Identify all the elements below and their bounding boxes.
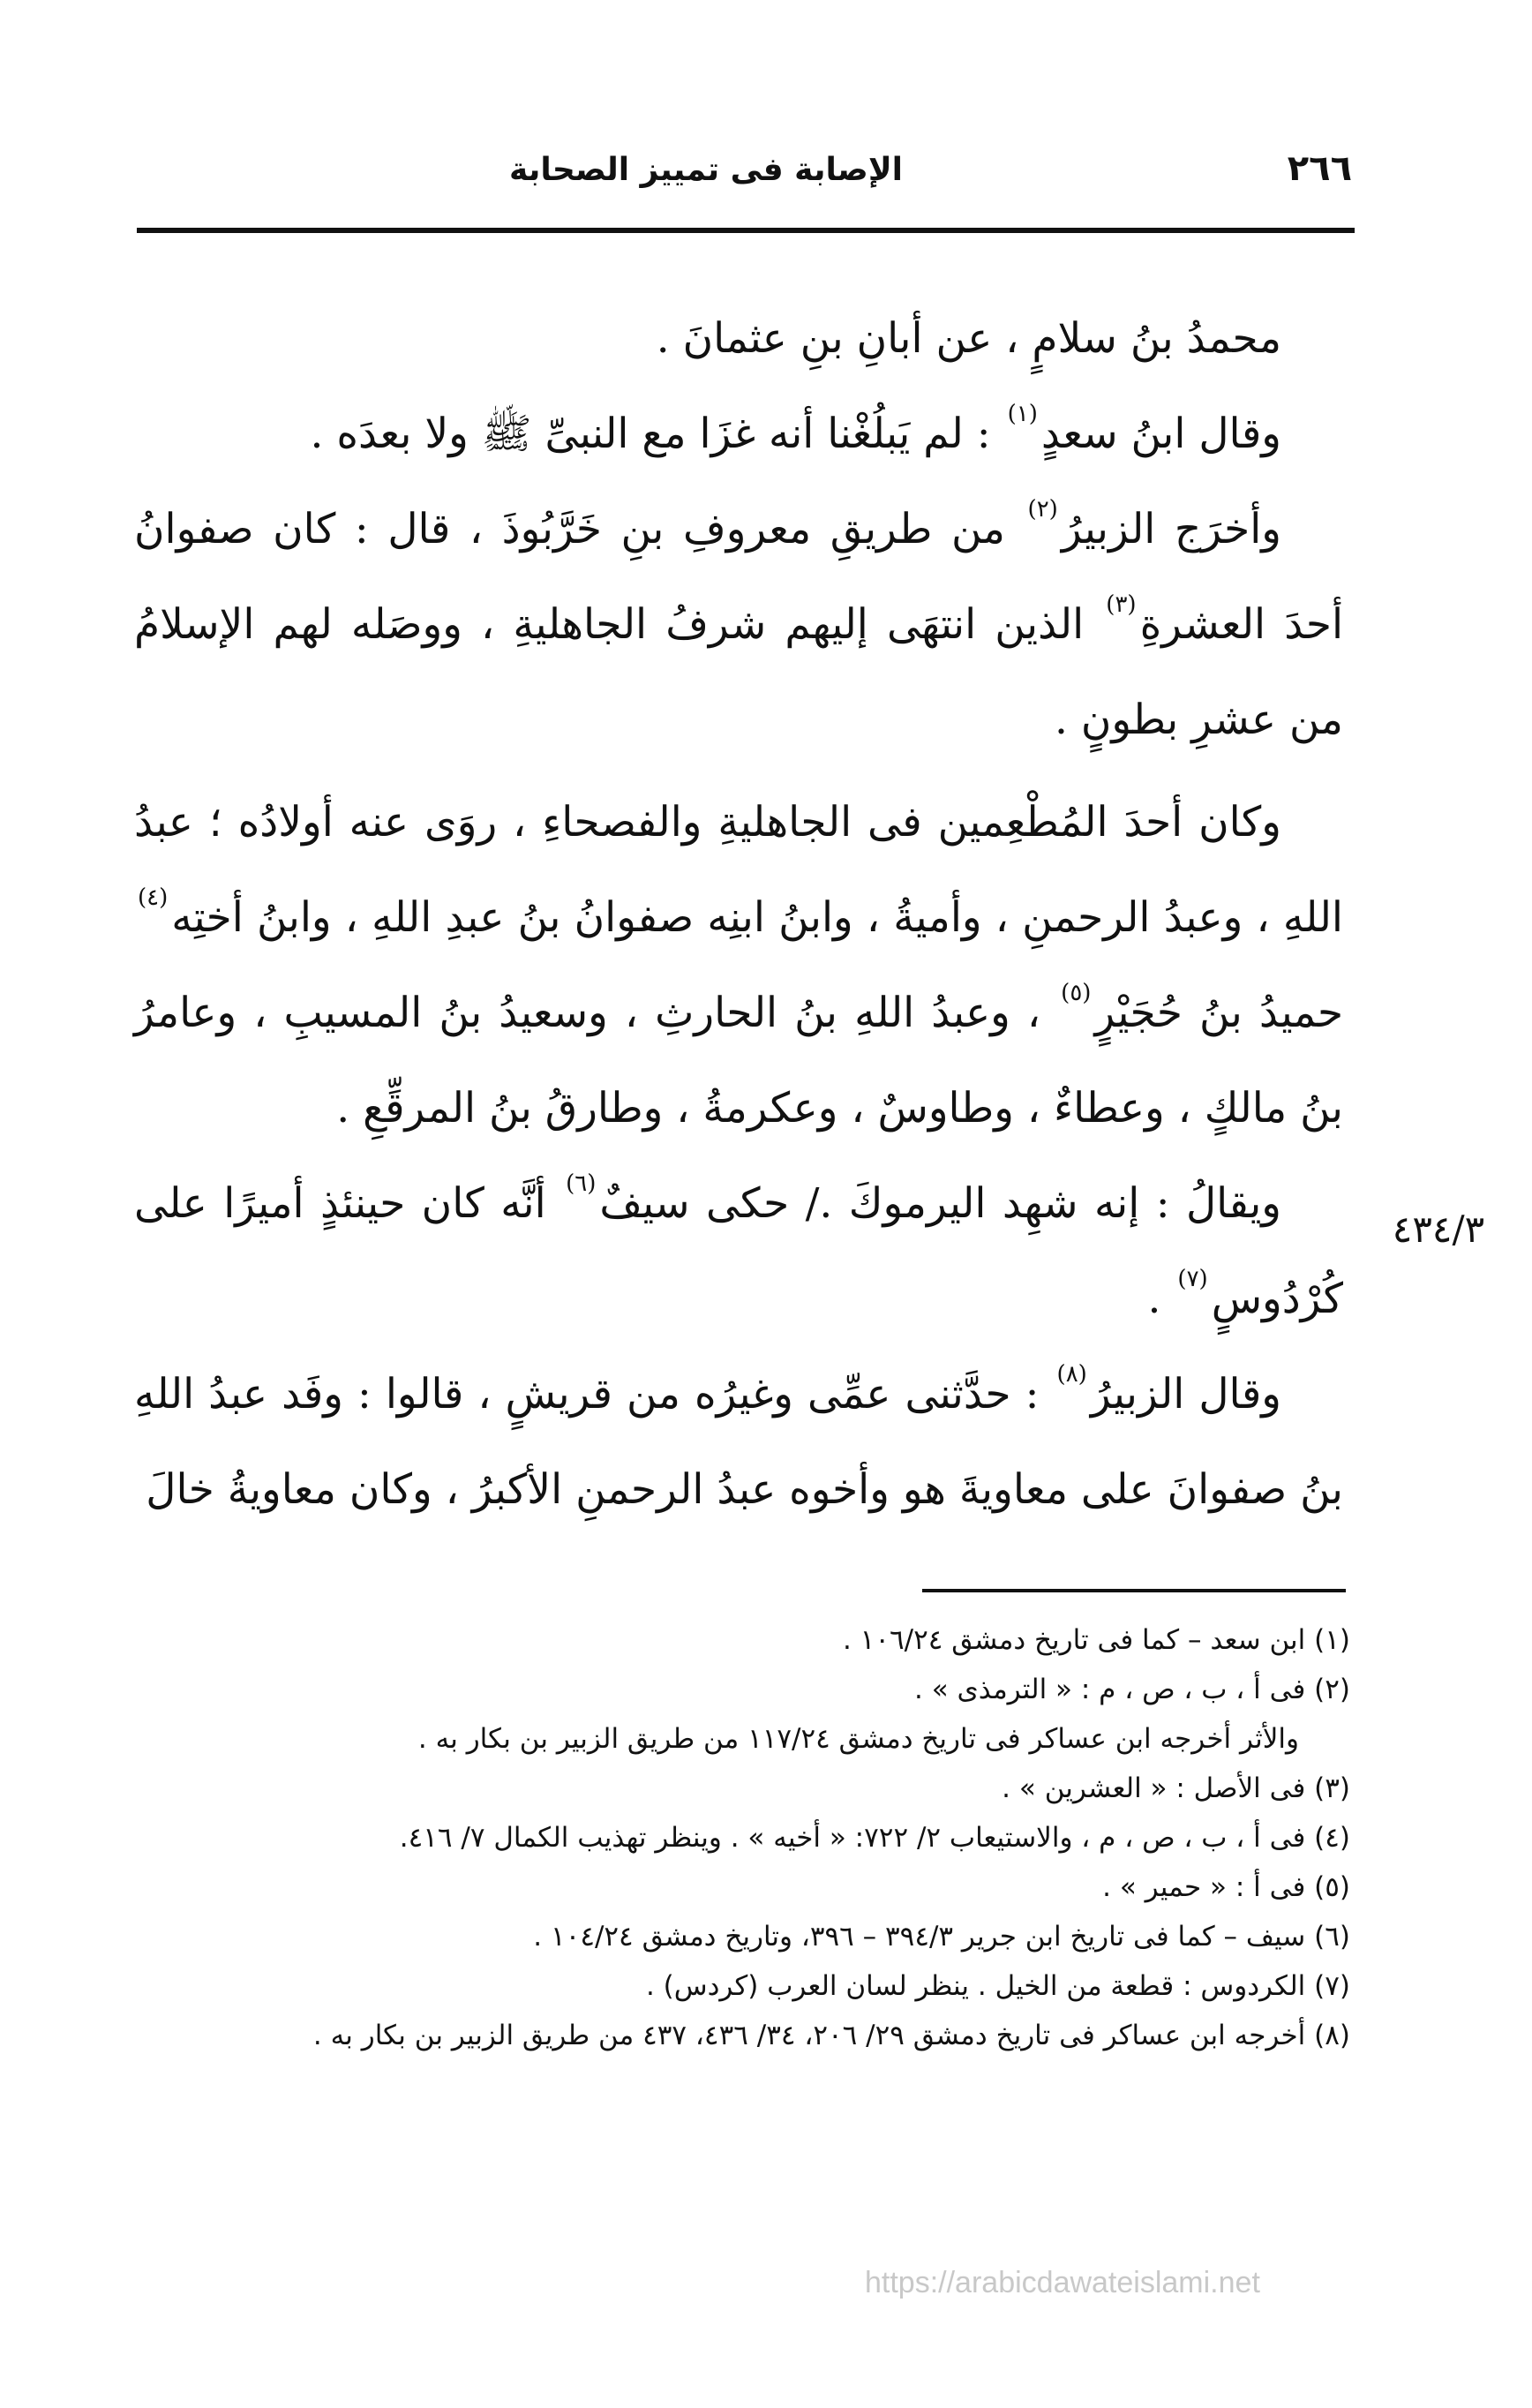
text-run: وكان أحدَ المُطْعِمين فى الجاهليةِ والفصحاءِ ، روَى عنه أولادُه ؛ عبدُ اللهِ ، وعبدُ الرحمنِ ، وأميةُ ، وابنُ ابنِه صفوانُ بنُ عبدِ اللهِ ، وابنُ أختِه xyxy=(134,798,1343,942)
footnote-marker: (٢) xyxy=(1027,496,1058,523)
footnote-3: (٣) فى الأصل : « العشرين » . xyxy=(1002,1772,1350,1804)
footnote-6: (٦) سيف – كما فى تاريخ ابن جرير ٣٩٤/٣ – ٣٩٦، وتاريخ دمشق ١٠٤/٢٤ . xyxy=(533,1921,1350,1953)
footnote-marker: (٨) xyxy=(1056,1361,1087,1388)
footnotes xyxy=(141,1615,1350,2060)
header-rule xyxy=(137,228,1355,233)
text-run: . xyxy=(1147,1275,1175,1323)
margin-reference: ٤٣٤/٣ xyxy=(1392,1208,1485,1251)
footnote-2-continuation: والأثر أخرجه ابن عساكر فى تاريخ دمشق ١١٧/٢٤ من طريق الزبير بن بكار به . xyxy=(417,1723,1299,1755)
page-number: ٢٦٦ xyxy=(1287,148,1352,189)
text-run: : لم يَبلُغْنا أنه غزَا مع النبىِّ ﷺ ولا بعدَه . xyxy=(310,410,1004,458)
footnote-1: (١) ابن سعد – كما فى تاريخ دمشق ١٠٦/٢٤ . xyxy=(842,1624,1350,1656)
footnote-marker: (١) xyxy=(1007,401,1038,427)
footnote-separator xyxy=(922,1589,1346,1592)
running-title: الإصابة فى تمييز الصحابة xyxy=(509,152,903,188)
text-run: ويقالُ : إنه شهِد اليرموكَ ./ حكى سيفٌ xyxy=(599,1179,1281,1228)
footnote-marker: (٥) xyxy=(1061,980,1092,1006)
footnote-marker: (٦) xyxy=(566,1170,597,1197)
paragraph-4 xyxy=(134,775,1343,1156)
text-run: من طريقِ معروفِ بنِ خَرَّبُوذَ ، قال : كان صفوانُ أحدَ العشرةِ xyxy=(134,505,1343,649)
paragraph-5 xyxy=(134,1156,1343,1347)
paragraph-3 xyxy=(134,482,1343,768)
paragraph-1: محمدُ بنُ سلامٍ ، عن أبانِ بنِ عثمانَ . xyxy=(656,314,1281,363)
paragraph-6 xyxy=(134,1347,1343,1538)
text-run: حميدُ بنُ حُجَيْرٍ xyxy=(1094,989,1343,1037)
footnote-marker: (٣) xyxy=(1106,591,1137,618)
watermark-url: https://arabicdawateislami.net xyxy=(865,2266,1260,2299)
text-run: وأخرَج الزبيرُ xyxy=(1061,505,1281,553)
footnote-5: (٥) فى أ : « حمير » . xyxy=(1102,1871,1350,1903)
text-run: أنَّه كان حينئذٍ أميرًا على كُرْدُوسٍ xyxy=(134,1179,1343,1323)
footnote-4: (٤) فى أ ، ب ، ص ، م ، والاستيعاب ٢/ ٧٢٢: « أخيه » . وينظر تهذيب الكمال ٧/ ٤١٦. xyxy=(399,1822,1350,1854)
footnote-7: (٧) الكردوس : قطعة من الخيل . ينظر لسان العرب (كردس) . xyxy=(645,1970,1350,2002)
main-text xyxy=(134,291,1343,1538)
paragraph-2 xyxy=(134,387,1343,482)
text-run: الذين انتهَى إليهم شرفُ الجاهليةِ ، ووصَله لهم الإسلامُ من عشرِ بطونٍ . xyxy=(134,600,1343,744)
text-run: وقال ابنُ سعدٍ xyxy=(1040,410,1281,458)
footnote-marker: (٧) xyxy=(1177,1266,1208,1292)
footnote-2: (٢) فى أ ، ب ، ص ، م : « الترمذى » . xyxy=(914,1674,1350,1705)
text-run: : حدَّثنى عمِّى وغيرُه من قريشٍ ، قالوا : وفَد عبدُ اللهِ بنُ صفوانَ على معاويةَ هو وأخوه عبدُ الرحمنِ الأكبرُ ، وكان معاويةُ خالَ xyxy=(134,1370,1343,1514)
text-run: ، وعبدُ اللهِ بنُ الحارثِ ، وسعيدُ بنُ المسيبِ ، وعامرُ بنُ مالكٍ ، وعطاءٌ ، وطاوسٌ ، وعكرمةُ ، وطارقُ بنُ المرقِّعِ . xyxy=(134,989,1343,1133)
text-run: وقال الزبيرُ xyxy=(1090,1370,1281,1418)
footnote-marker: (٤) xyxy=(138,884,169,911)
footnote-8: (٨) أخرجه ابن عساكر فى تاريخ دمشق ٢٩/ ٢٠٦، ٣٤/ ٤٣٦، ٤٣٧ من طريق الزبير بن بكار به . xyxy=(312,2020,1350,2051)
